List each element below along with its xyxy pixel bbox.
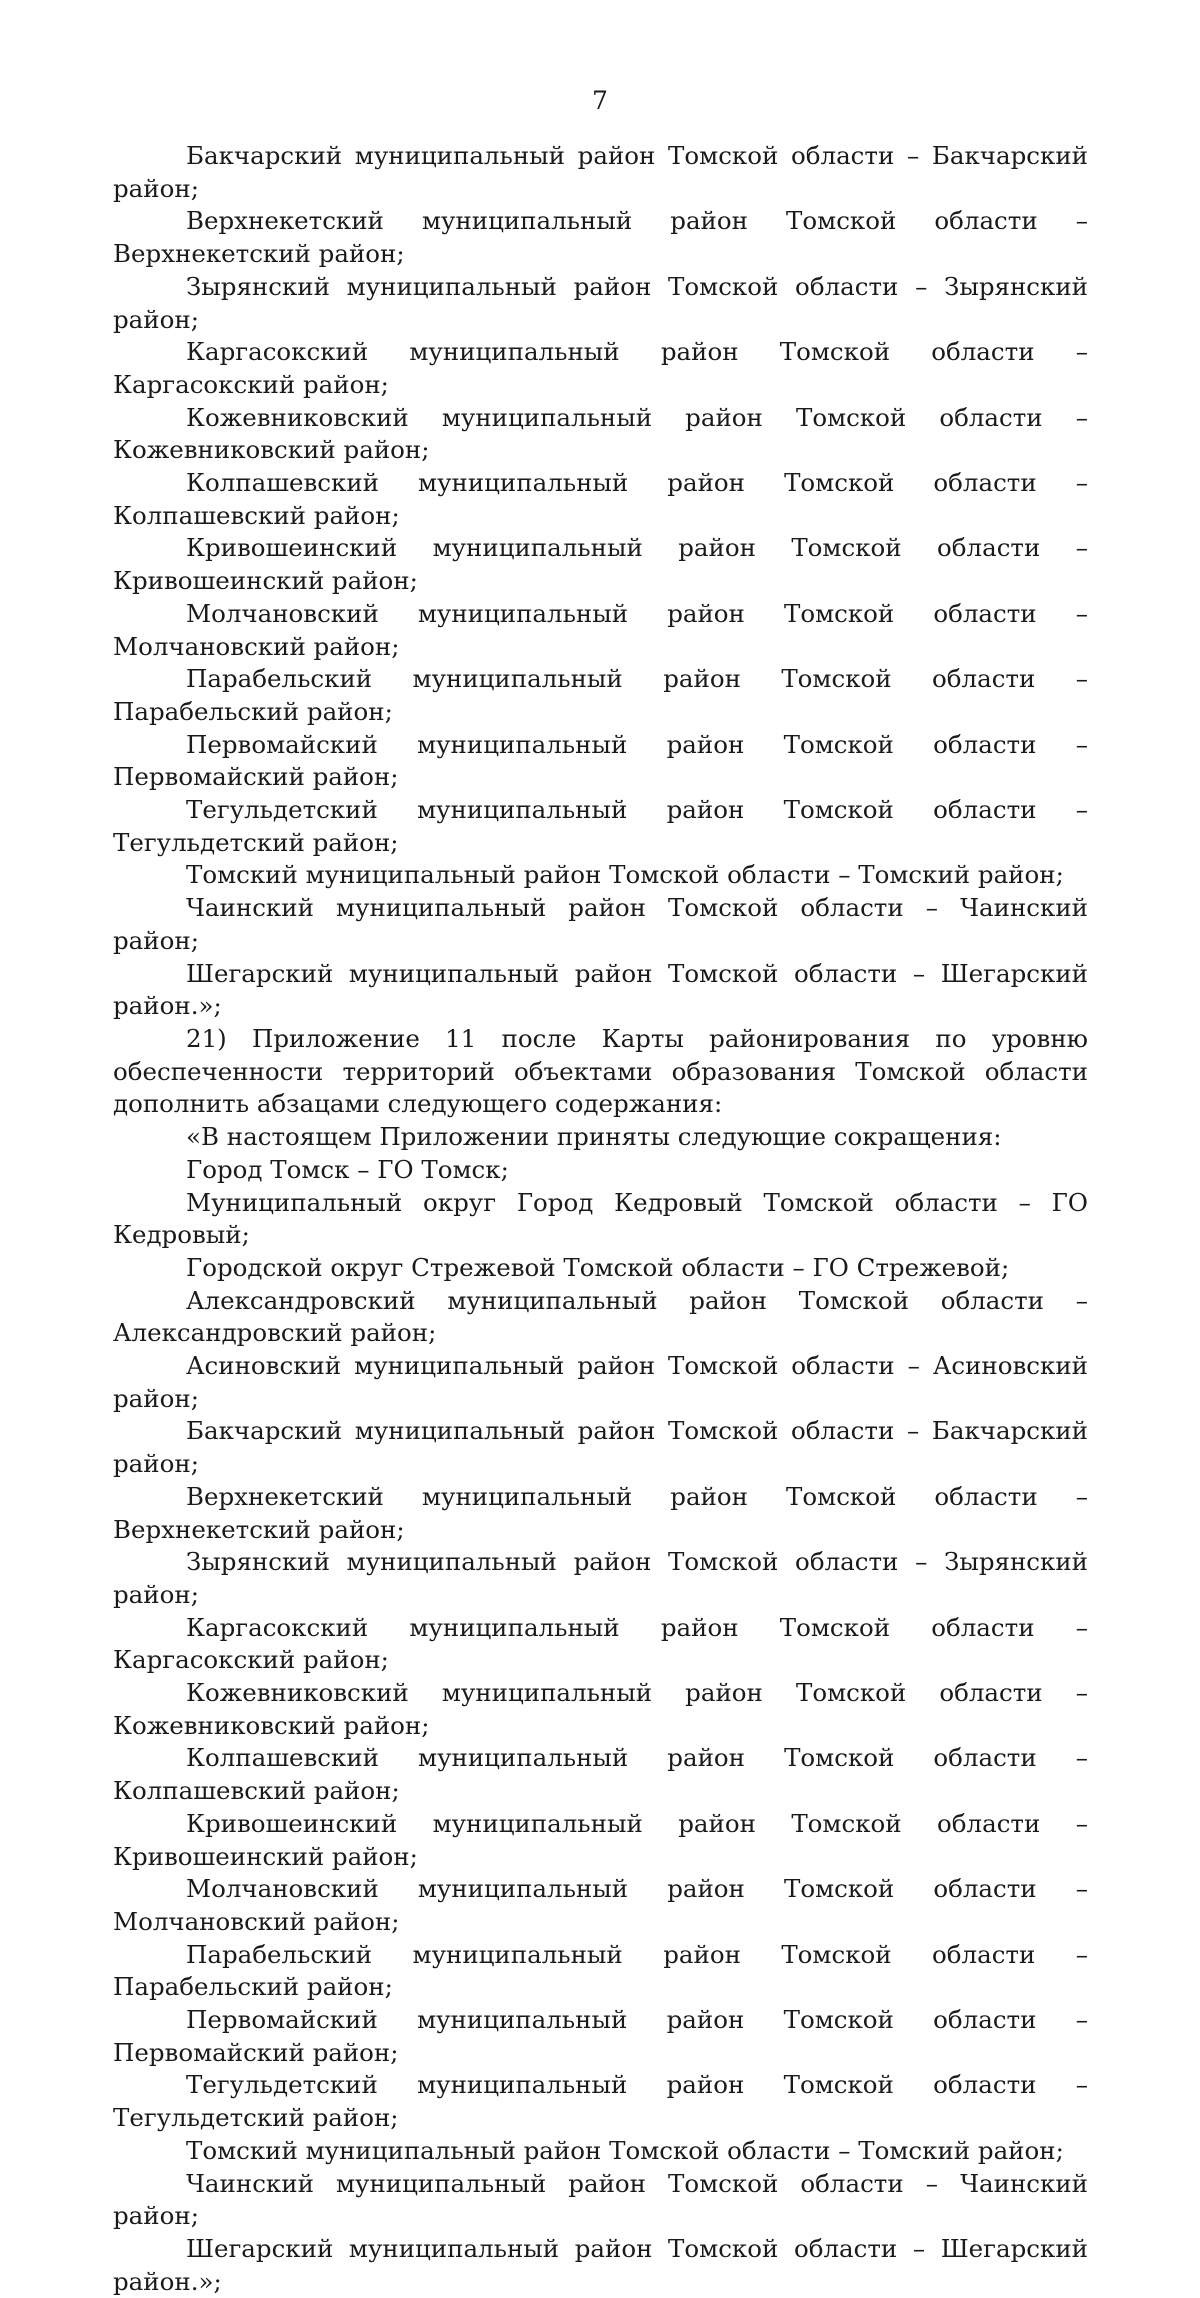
paragraph: Асиновский муниципальный район Томской области – Асиновский район; [113,1351,1088,1413]
paragraph: Верхнекетский муниципальный район Томской области – Верхнекетский район; [113,206,1088,269]
paragraph: Зырянский муниципальный район Томской области – Зырянский район; [113,271,1088,334]
paragraph: Первомайский муниципальный район Томской области – Первомайский район; [113,2005,1088,2067]
paragraph: Парабельский муниципальный район Томской области – Парабельский район; [113,1939,1088,2002]
paragraph: Тегульдетский муниципальный район Томской области – Тегульдетский район; [113,795,1088,857]
paragraph: Чаинский муниципальный район Томской области – Чаинский район; [113,2168,1088,2231]
paragraph: Шегарский муниципальный район Томской области – Шегарский район.»; [113,958,1088,1021]
paragraph: Бакчарский муниципальный район Томской области – Бакчарский район; [113,1416,1088,1479]
paragraph: Первомайский муниципальный район Томской области – Первомайский район; [113,729,1088,792]
paragraph: «В настоящем Приложении приняты следующие сокращения: [186,1122,1002,1152]
paragraph: Томский муниципальный район Томской области – Томский район; [186,2135,1064,2165]
document-body [113,140,1088,2298]
paragraph: Шегарский муниципальный район Томской области – Шегарский район.»; [113,2234,1088,2296]
paragraph: Верхнекетский муниципальный район Томской области – Верхнекетский район; [113,1481,1088,1544]
paragraph: Муниципальный округ Город Кедровый Томской области – ГО Кедровый; [113,1187,1088,1250]
paragraph: Томский муниципальный район Томской области – Томский район; [186,860,1064,890]
paragraph: Колпашевский муниципальный район Томской области – Колпашевский район; [113,1743,1088,1806]
paragraph: Чаинский муниципальный район Томской области – Чаинский район; [113,893,1088,955]
page-number: 7 [592,86,608,115]
paragraph: Молчановский муниципальный район Томской области – Молчановский район; [113,1874,1088,1936]
paragraph: Каргасокский муниципальный район Томской области – Каргасокский район; [113,1612,1088,1675]
paragraph: Бакчарский муниципальный район Томской области – Бакчарский район; [113,141,1088,203]
paragraph: Город Томск – ГО Томск; [186,1154,509,1184]
paragraph: Каргасокский муниципальный район Томской области – Каргасокский район; [113,337,1088,399]
paragraph: Кривошеинский муниципальный район Томской области – Кривошеинский район; [113,1808,1088,1871]
paragraph: Кожевниковский муниципальный район Томской области – Кожевниковский район; [113,402,1088,465]
paragraph: Кривошеинский муниципальный район Томской области – Кривошеинский район; [113,533,1088,596]
paragraph: Тегульдетский муниципальный район Томской области – Тегульдетский район; [113,2070,1088,2133]
paragraph: Кожевниковский муниципальный район Томской области – Кожевниковский район; [113,1678,1088,1740]
paragraph: Зырянский муниципальный район Томской области – Зырянский район; [113,1547,1088,1609]
paragraph: Колпашевский муниципальный район Томской области – Колпашевский район; [113,468,1088,530]
paragraph: Молчановский муниципальный район Томской области – Молчановский район; [113,598,1088,661]
amendment-paragraph: 21) Приложение 11 после Карты районирования по уровню обеспеченности территорий объектами образования Томской области дополнить абзацами следующего содержания: [113,1023,1088,1119]
paragraph: Александровский муниципальный район Томской области – Александровский район; [113,1285,1088,1348]
paragraph: Парабельский муниципальный район Томской области – Парабельский район; [113,664,1088,726]
paragraph: Городской округ Стрежевой Томской области – ГО Стрежевой; [186,1252,1010,1282]
